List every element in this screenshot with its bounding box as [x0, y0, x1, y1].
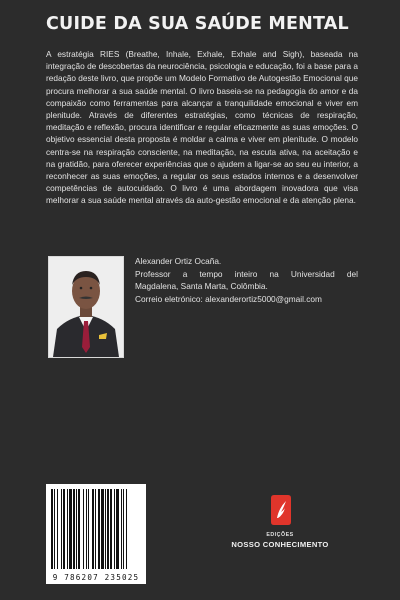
author-name: Alexander Ortiz Ocaña.	[135, 256, 222, 266]
isbn-digits: 9 786207 235025	[52, 573, 140, 582]
publisher-logo-block	[230, 494, 362, 574]
author-bio	[135, 255, 358, 305]
author-email: Correio eletrónico: alexanderortiz5000@gmail.com	[135, 293, 322, 304]
isbn-barcode	[46, 484, 146, 584]
book-description: A estratégia RIES (Breathe, Inhale, Exhale, Exhale and Sigh), baseada na integração de descobertas da neurociência, psicologia e educação, foi a base para a redação deste livro, que propõe um Modelo Formativo de Autogestão Emocional que procura melhorar a sua saúde mental. O livro baseia-se na pedagogia do amor e da compaixão como ferramentas para alcançar a tranquilidade emocional e viver em plenitude. Através de diferentes estratégias, como técnicas de respiração, meditação e reflexão, procura identificar e regular eficazmente as suas emoções. O objetivo essencial desta proposta é moldar a calma e viver em plenitude. O modelo centra-se na respiração consciente, na meditação, na escuta ativa, na aceitação e na gratidão, para oferecer experiências que o ajudem a ligar-se ao seu eu interior, a reconhecer as suas emoções, a regular os seus estados internos e a desenvolver competências de autocuidado. O livro é uma abordagem inovadora que visa melhorar a sua saúde mental através da auto-gestão emocional e da atenção plena.	[46, 49, 358, 206]
author-photo	[48, 256, 124, 358]
publisher-logo-icon	[269, 494, 293, 526]
publisher-name: NOSSO CONHECIMENTO	[231, 540, 329, 549]
publisher-label: EDIÇÕES	[266, 532, 294, 538]
book-title: CUIDE DA SUA SAÚDE MENTAL	[46, 14, 349, 34]
barcode-bars	[46, 484, 146, 584]
author-bio-line: Magdalena, Santa Marta, Colômbia.	[135, 281, 268, 292]
author-section	[46, 256, 358, 360]
author-bio-line: Professor a tempo inteiro na Universidad del	[135, 268, 358, 279]
